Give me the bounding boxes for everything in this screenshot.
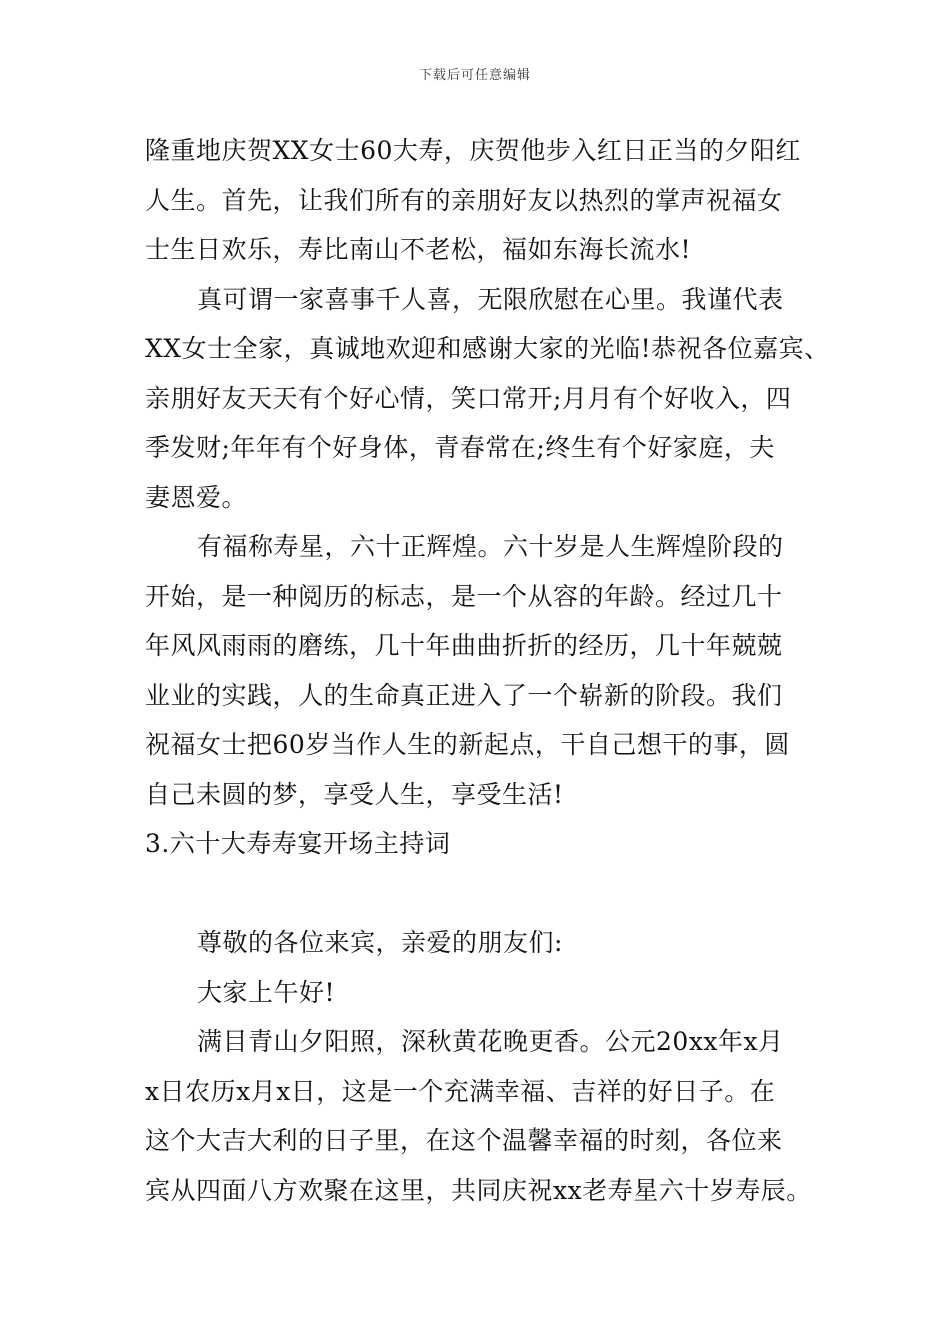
salutation-line: 尊敬的各位来宾，亲爱的朋友们: — [197, 928, 563, 957]
text-line: 宾从四面八方欢聚在这里，共同庆祝xx老寿星六十岁寿辰。 — [145, 1175, 812, 1205]
text-line: 季发财;年年有个好身体，青春常在;终生有个好家庭，夫 — [145, 433, 775, 462]
text-line: 这个大吉大利的日子里，在这个温馨幸福的时刻，各位来 — [145, 1126, 783, 1155]
paragraph-start-line: 满目青山夕阳照，深秋黄花晚更香。公元20xx年x月 — [197, 1027, 784, 1056]
blank-line — [145, 869, 815, 919]
page-header: 下载后可任意编辑 — [418, 68, 531, 83]
section-heading: 3.六十大寿寿宴开场主持词 — [145, 829, 451, 858]
text-line: 亲朋好友天天有个好心情，笑口常开;月月有个好收入，四 — [145, 383, 792, 413]
text-line: 祝福女士把60岁当作人生的新起点，干自己想干的事，圆 — [145, 730, 790, 759]
document-body — [145, 126, 830, 1215]
text-line: 人生。首先，让我们所有的亲朋好友以热烈的掌声祝福女 — [145, 185, 783, 215]
text-line: 开始，是一种阅历的标志，是一个从容的年龄。经过几十 — [145, 581, 783, 611]
text-line: 妻恩爱。 — [145, 482, 248, 512]
text-line: 业业的实践，人的生命真正进入了一个崭新的阶段。我们 — [145, 680, 783, 710]
text-line: x日农历x月x日，这是一个充满幸福、吉祥的好日子。在 — [145, 1076, 776, 1106]
text-line: 自己未圆的梦，享受人生，享受生活! — [145, 779, 564, 809]
text-line: XX女士全家，真诚地欢迎和感谢大家的光临!恭祝各位嘉宾、 — [145, 334, 830, 363]
text-line: 士生日欢乐，寿比南山不老松，福如东海长流水! — [145, 235, 692, 264]
paragraph-start-line: 真可谓一家喜事千人喜，无限欣慰在心里。我谨代表 — [197, 284, 784, 314]
paragraph-start-line: 有福称寿星，六十正辉煌。六十岁是人生辉煌阶段的 — [197, 532, 784, 561]
greeting-line: 大家上午好! — [197, 977, 336, 1007]
text-line: 年风风雨雨的磨练，几十年曲曲折折的经历，几十年兢兢 — [145, 631, 783, 660]
text-line: 隆重地庆贺XX女士60大寿，庆贺他步入红日正当的夕阳红 — [145, 136, 801, 165]
